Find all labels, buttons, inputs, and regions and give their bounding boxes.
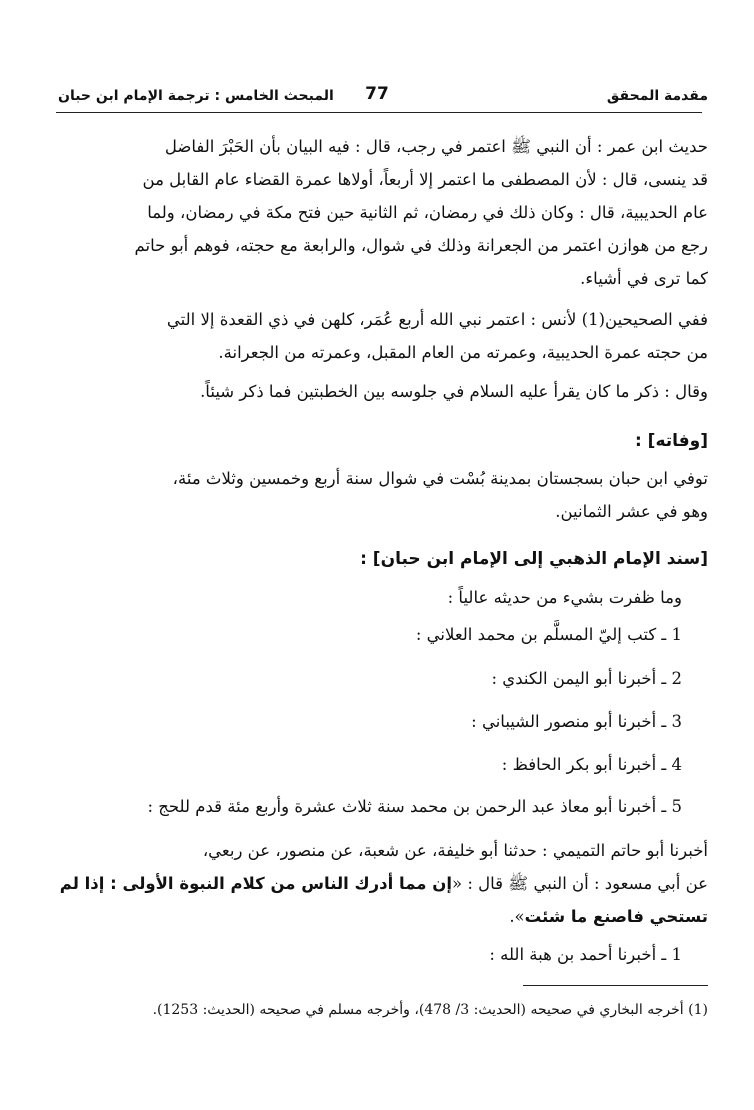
text-line — [56, 867, 708, 900]
page-number: 77 — [365, 84, 389, 104]
text-line — [56, 900, 708, 933]
sanad-intro: وما ظفرت بشيء من حديثه عالياً : — [447, 588, 682, 607]
text-line: وقال : ذكر ما كان يقرأ عليه السلام في جلوسه بين الخطبتين فما ذكر شيئاً. — [200, 382, 708, 401]
chain-item: 1 ـ كتب إليّ المسلَّم بن محمد العلاني : — [415, 625, 682, 644]
chain-item: 3 ـ أخبرنا أبو منصور الشيباني : — [471, 712, 682, 731]
paragraph-hadith — [56, 834, 708, 933]
footnote-rule — [523, 985, 708, 986]
text-line: أخبرنا أبو حاتم التميمي : حدثنا أبو خليفة، عن شعبة، عن منصور، عن ربعي، — [202, 841, 708, 860]
header-rule — [56, 112, 702, 113]
text-line: من حجته عمرة الحديبية، وعمرته من العام المقبل، وعمرته من الجعرانة. — [218, 343, 708, 362]
hadith-matn: تستحي فاصنع ما شئت — [524, 907, 708, 926]
hadith-matn: إن مما أدرك الناس من كلام النبوة الأولى : إذا لم — [59, 874, 452, 893]
heading-death: [وفاته] : — [634, 431, 708, 451]
paragraph-death — [56, 462, 708, 528]
heading-sanad: [سند الإمام الذهبي إلى الإمام ابن حبان] : — [360, 549, 708, 569]
hadith-closing: ». — [509, 907, 525, 926]
header-chapter-title: المبحث الخامس : ترجمة الإمام ابن حبان — [58, 88, 334, 104]
text-line: عام الحديبية، قال : وكان ذلك في رمضان، ثم الثانية حين فتح مكة في رمضان، ولما — [147, 203, 708, 222]
footnote: (1) أخرجه البخاري في صحيحه (الحديث: 3/ 478)، وأخرجه مسلم في صحيحه (الحديث: 1253). — [152, 1002, 708, 1018]
paragraph-khutbatayn — [56, 375, 708, 408]
chain-item: 5 ـ أخبرنا أبو معاذ عبد الرحمن بن محمد سنة ثلاث عشرة وأربع مئة قدم للحج : — [147, 797, 682, 816]
chain-item: 2 ـ أخبرنا أبو اليمن الكندي : — [491, 669, 682, 688]
paragraph-umra-hadith — [56, 130, 708, 295]
text-line: ففي الصحيحين(1) لأنس : اعتمر نبي الله أربع عُمَر، كلهن في ذي القعدة إلا التي — [166, 310, 708, 329]
chain-item: 1 ـ أخبرنا أحمد بن هبة الله : — [489, 945, 682, 964]
text-line: وهو في عشر الثمانين. — [555, 502, 708, 521]
text-line: قد ينسى، قال : لأن المصطفى ما اعتمر إلا أربعاً، أولاها عمرة القضاء عام القابل من — [142, 170, 708, 189]
text-line: توفي ابن حبان بسجستان بمدينة بُسْت في شوال سنة أربع وخمسين وثلاث مئة، — [172, 469, 708, 488]
text-line: حديث ابن عمر : أن النبي ﷺ اعتمر في رجب، قال : فيه البيان بأن الحَبْرَ الفاضل — [164, 137, 708, 156]
header-section-title: مقدمة المحقق — [606, 88, 708, 104]
hadith-isnad: عن أبي مسعود : أن النبي ﷺ قال : « — [452, 874, 708, 893]
chain-item: 4 ـ أخبرنا أبو بكر الحافظ : — [501, 755, 682, 774]
text-line: كما ترى في أشياء. — [580, 269, 708, 288]
paragraph-sahihayn — [56, 303, 708, 369]
text-line: رجع من هوازن اعتمر من الجعرانة وذلك في شوال، والرابعة مع حجته، فوهم أبو حاتم — [134, 236, 708, 255]
